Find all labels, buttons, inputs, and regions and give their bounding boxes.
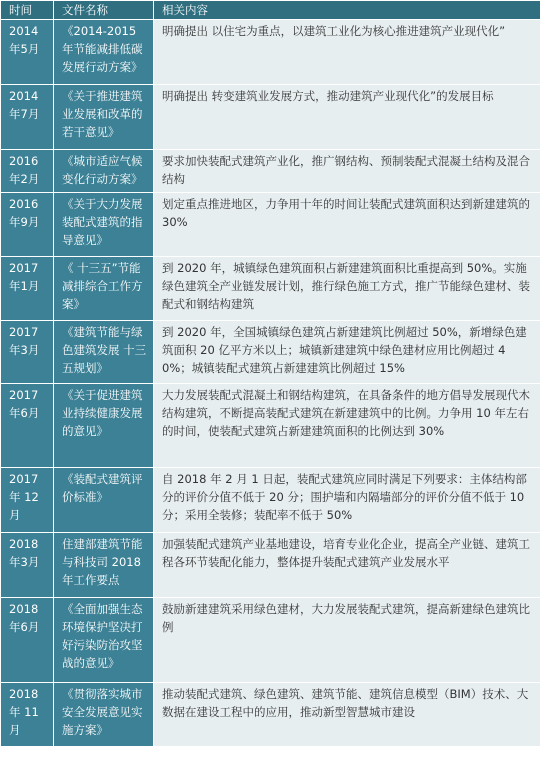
header-time: 时间 (1, 1, 54, 20)
table-row (1, 257, 541, 321)
cell-time: 2014年7月 (1, 85, 54, 150)
cell-document: 《 十三五”节能减排综合工作方案》 (54, 257, 154, 321)
cell-time: 2017年1月 (1, 257, 54, 321)
cell-time: 2017 年 12月 (1, 468, 54, 533)
table-row (1, 683, 541, 747)
cell-document: 《装配式建筑评价标准》 (54, 468, 154, 533)
cell-document: 住建部建筑节能与科技司 2018 年工作要点 (54, 533, 154, 598)
cell-time: 2014年5月 (1, 20, 54, 85)
cell-content: 自 2018 年 2 月 1 日起，装配式建筑应同时满足下列要求：主体结构部分的评价分值不低于 20 分；围护墙和内隔墙部分的评价分值不低于 10 分；采用全装修；装配率不低于 50% (154, 468, 541, 533)
table-row (1, 321, 541, 384)
cell-content: 要求加快装配式建筑产业化，推广钢结构、预制装配式混凝土结构及混合结构 (154, 150, 541, 193)
table-body (1, 20, 541, 747)
cell-document: 《城市适应气候变化行动方案》 (54, 150, 154, 193)
cell-content: 划定重点推进地区，力争用十年的时间让装配式建筑面积达到新建建筑的 30% (154, 193, 541, 257)
cell-content: 推动装配式建筑、绿色建筑、建筑节能、建筑信息模型（BIM）技术、大数据在建设工程中的应用，推动新型智慧城市建设 (154, 683, 541, 747)
cell-time: 2018 年 11月 (1, 683, 54, 747)
table-row (1, 85, 541, 150)
table-row (1, 533, 541, 598)
cell-document: 《建筑节能与绿色建筑发展 十三五规划》 (54, 321, 154, 384)
cell-time: 2018年6月 (1, 598, 54, 683)
header-row (1, 1, 541, 20)
cell-time: 2017年6月 (1, 384, 54, 468)
table-row (1, 384, 541, 468)
cell-document: 《关于推进建筑业发展和改革的若干意见》 (54, 85, 154, 150)
cell-content: 明确提出 转变建筑业发展方式，推动建筑产业现代化”的发展目标 (154, 85, 541, 150)
header-document: 文件名称 (54, 1, 154, 20)
cell-content: 到 2020 年，全国城镇绿色建筑占新建建筑比例超过 50%，新增绿色建筑面积 20 亿平方米以上；城镇新建建筑中绿色建材应用比例超过 40%；城镇装配式建筑占新建建筑比例超过 15% (154, 321, 541, 384)
cell-document: 《关于促进建筑业持续健康发展的意见》 (54, 384, 154, 468)
cell-time: 2017年3月 (1, 321, 54, 384)
cell-content: 大力发展装配式混凝土和钢结构建筑，在具备条件的地方倡导发展现代木结构建筑，不断提高装配式建筑在新建建筑中的比例。力争用 10 年左右的时间，使装配式建筑占新建建筑面积的比例达到 30% (154, 384, 541, 468)
table-row (1, 468, 541, 533)
cell-content: 鼓励新建建筑采用绿色建材，大力发展装配式建筑，提高新建绿色建筑比例 (154, 598, 541, 683)
cell-document: 《关于大力发展装配式建筑的指导意见》 (54, 193, 154, 257)
table-row (1, 150, 541, 193)
cell-document: 《贯彻落实城市安全发展意见实施方案》 (54, 683, 154, 747)
cell-time: 2018年3月 (1, 533, 54, 598)
cell-content: 到 2020 年，城镇绿色建筑面积占新建建筑面积比重提高到 50%。实施绿色建筑全产业链发展计划，推行绿色施工方式，推广节能绿色建材、装配式和钢结构建筑 (154, 257, 541, 321)
table-header (1, 1, 541, 20)
cell-time: 2016年2月 (1, 150, 54, 193)
cell-content: 明确提出 以住宅为重点，以建筑工业化为核心推进建筑产业现代化” (154, 20, 541, 85)
cell-document: 《2014-2015 年节能减排低碳发展行动方案》 (54, 20, 154, 85)
header-content: 相关内容 (154, 1, 541, 20)
cell-content: 加强装配式建筑产业基地建设，培育专业化企业，提高全产业链、建筑工程各环节装配化能力，整体提升装配式建筑产业发展水平 (154, 533, 541, 598)
table-row (1, 193, 541, 257)
table-row (1, 598, 541, 683)
cell-time: 2016年9月 (1, 193, 54, 257)
cell-document: 《全面加强生态环境保护坚决打好污染防治攻坚战的意见》 (54, 598, 154, 683)
table-row (1, 20, 541, 85)
